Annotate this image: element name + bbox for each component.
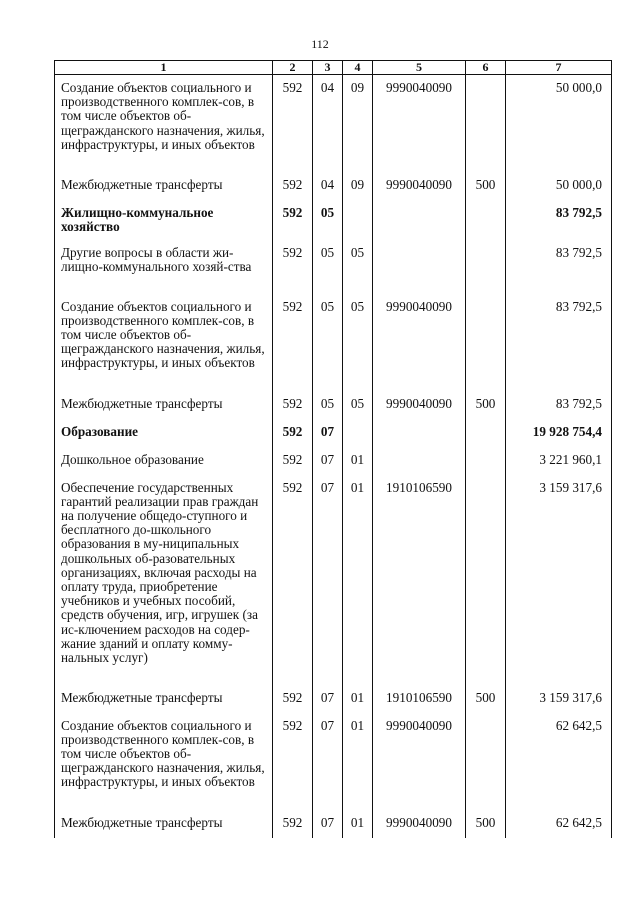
header-col-2: 2 bbox=[273, 61, 313, 75]
row-name: Межбюджетные трансферты bbox=[55, 810, 273, 838]
row-code-4: 09 bbox=[343, 172, 373, 200]
row-code-6 bbox=[466, 419, 506, 447]
row-code-3: 07 bbox=[313, 447, 343, 475]
header-col-1: 1 bbox=[55, 61, 273, 75]
row-code-6 bbox=[466, 713, 506, 810]
row-code-4: 05 bbox=[343, 294, 373, 391]
row-code-3: 07 bbox=[313, 475, 343, 685]
row-name: Создание объектов социального и производственного комплек-сов, в том числе объектов об-щегражданского назначения, жилья, инфраструктуры, и иных объектов bbox=[55, 713, 273, 810]
row-code-4: 05 bbox=[343, 391, 373, 419]
row-name: Обеспечение государственных гарантий реализации прав граждан на получение общедо-ступного и бесплатного до-школьного образования в му-ниципальных дошкольных об-разовательных организациях, включая расходы на оплату труда, приобретение учебников и учебных пособий, средств обучения, игр, игрушек (за ис-ключением расходов на содер-жание зданий и оплату комму-нальных услуг) bbox=[55, 475, 273, 685]
table-row bbox=[55, 75, 612, 172]
page-number: 112 bbox=[311, 37, 329, 51]
row-amount: 3 159 317,6 bbox=[506, 475, 612, 685]
row-code-6 bbox=[466, 240, 506, 294]
row-code-5: 9990040090 bbox=[373, 713, 466, 810]
header-col-3: 3 bbox=[313, 61, 343, 75]
row-code-4 bbox=[343, 419, 373, 447]
row-name: Жилищно-коммунальное хозяйство bbox=[55, 200, 273, 240]
row-name: Другие вопросы в области жи-лищно-коммунального хозяй-ства bbox=[55, 240, 273, 294]
row-code-6: 500 bbox=[466, 810, 506, 838]
row-code-3: 05 bbox=[313, 294, 343, 391]
row-code-6: 500 bbox=[466, 685, 506, 713]
table-row bbox=[55, 447, 612, 475]
row-name: Образование bbox=[55, 419, 273, 447]
row-code-2: 592 bbox=[273, 75, 313, 172]
row-code-4: 01 bbox=[343, 447, 373, 475]
row-code-5 bbox=[373, 240, 466, 294]
row-code-6 bbox=[466, 475, 506, 685]
row-code-2: 592 bbox=[273, 391, 313, 419]
row-code-3: 07 bbox=[313, 685, 343, 713]
header-col-6: 6 bbox=[466, 61, 506, 75]
row-code-2: 592 bbox=[273, 447, 313, 475]
row-code-4: 01 bbox=[343, 713, 373, 810]
row-amount: 3 221 960,1 bbox=[506, 447, 612, 475]
row-code-4: 01 bbox=[343, 685, 373, 713]
row-code-3: 04 bbox=[313, 172, 343, 200]
row-code-6: 500 bbox=[466, 172, 506, 200]
budget-table bbox=[54, 60, 612, 838]
row-code-2: 592 bbox=[273, 294, 313, 391]
row-code-6 bbox=[466, 294, 506, 391]
table-row bbox=[55, 810, 612, 838]
table-row bbox=[55, 172, 612, 200]
table-row bbox=[55, 294, 612, 391]
row-code-3: 07 bbox=[313, 419, 343, 447]
row-code-4: 01 bbox=[343, 810, 373, 838]
row-code-2: 592 bbox=[273, 475, 313, 685]
row-code-5 bbox=[373, 419, 466, 447]
row-name: Межбюджетные трансферты bbox=[55, 172, 273, 200]
row-code-3: 07 bbox=[313, 713, 343, 810]
row-code-5: 1910106590 bbox=[373, 685, 466, 713]
row-amount: 83 792,5 bbox=[506, 200, 612, 240]
table-row bbox=[55, 391, 612, 419]
table-row bbox=[55, 419, 612, 447]
header-row bbox=[55, 61, 612, 75]
row-code-5: 9990040090 bbox=[373, 294, 466, 391]
row-amount: 62 642,5 bbox=[506, 713, 612, 810]
row-code-6 bbox=[466, 447, 506, 475]
row-amount: 83 792,5 bbox=[506, 240, 612, 294]
row-code-2: 592 bbox=[273, 172, 313, 200]
row-name: Создание объектов социального и производственного комплек-сов, в том числе объектов об-щегражданского назначения, жилья, инфраструктуры, и иных объектов bbox=[55, 75, 273, 172]
row-code-3: 04 bbox=[313, 75, 343, 172]
row-code-3: 05 bbox=[313, 391, 343, 419]
table-row bbox=[55, 713, 612, 810]
row-code-3: 07 bbox=[313, 810, 343, 838]
row-code-3: 05 bbox=[313, 240, 343, 294]
row-code-5: 9990040090 bbox=[373, 391, 466, 419]
row-name: Межбюджетные трансферты bbox=[55, 685, 273, 713]
header-col-4: 4 bbox=[343, 61, 373, 75]
table-row bbox=[55, 475, 612, 685]
table-row bbox=[55, 685, 612, 713]
row-code-4: 05 bbox=[343, 240, 373, 294]
row-name: Межбюджетные трансферты bbox=[55, 391, 273, 419]
row-code-5 bbox=[373, 200, 466, 240]
row-code-3: 05 bbox=[313, 200, 343, 240]
row-amount: 50 000,0 bbox=[506, 172, 612, 200]
header-col-5: 5 bbox=[373, 61, 466, 75]
row-code-5: 9990040090 bbox=[373, 810, 466, 838]
header-col-7: 7 bbox=[506, 61, 612, 75]
row-code-6 bbox=[466, 75, 506, 172]
row-code-5: 9990040090 bbox=[373, 172, 466, 200]
row-amount: 3 159 317,6 bbox=[506, 685, 612, 713]
row-code-2: 592 bbox=[273, 685, 313, 713]
row-code-4 bbox=[343, 200, 373, 240]
row-code-6: 500 bbox=[466, 391, 506, 419]
row-code-4: 01 bbox=[343, 475, 373, 685]
row-code-2: 592 bbox=[273, 200, 313, 240]
row-amount: 50 000,0 bbox=[506, 75, 612, 172]
row-name: Дошкольное образование bbox=[55, 447, 273, 475]
row-code-5 bbox=[373, 447, 466, 475]
row-amount: 83 792,5 bbox=[506, 294, 612, 391]
row-amount: 19 928 754,4 bbox=[506, 419, 612, 447]
row-code-5: 9990040090 bbox=[373, 75, 466, 172]
row-code-2: 592 bbox=[273, 810, 313, 838]
table-row bbox=[55, 200, 612, 240]
row-name: Создание объектов социального и производственного комплек-сов, в том числе объектов об-щегражданского назначения, жилья, инфраструктуры, и иных объектов bbox=[55, 294, 273, 391]
row-amount: 83 792,5 bbox=[506, 391, 612, 419]
row-code-6 bbox=[466, 200, 506, 240]
row-code-5: 1910106590 bbox=[373, 475, 466, 685]
row-code-4: 09 bbox=[343, 75, 373, 172]
row-code-2: 592 bbox=[273, 240, 313, 294]
row-code-2: 592 bbox=[273, 419, 313, 447]
row-code-2: 592 bbox=[273, 713, 313, 810]
table-row bbox=[55, 240, 612, 294]
row-amount: 62 642,5 bbox=[506, 810, 612, 838]
